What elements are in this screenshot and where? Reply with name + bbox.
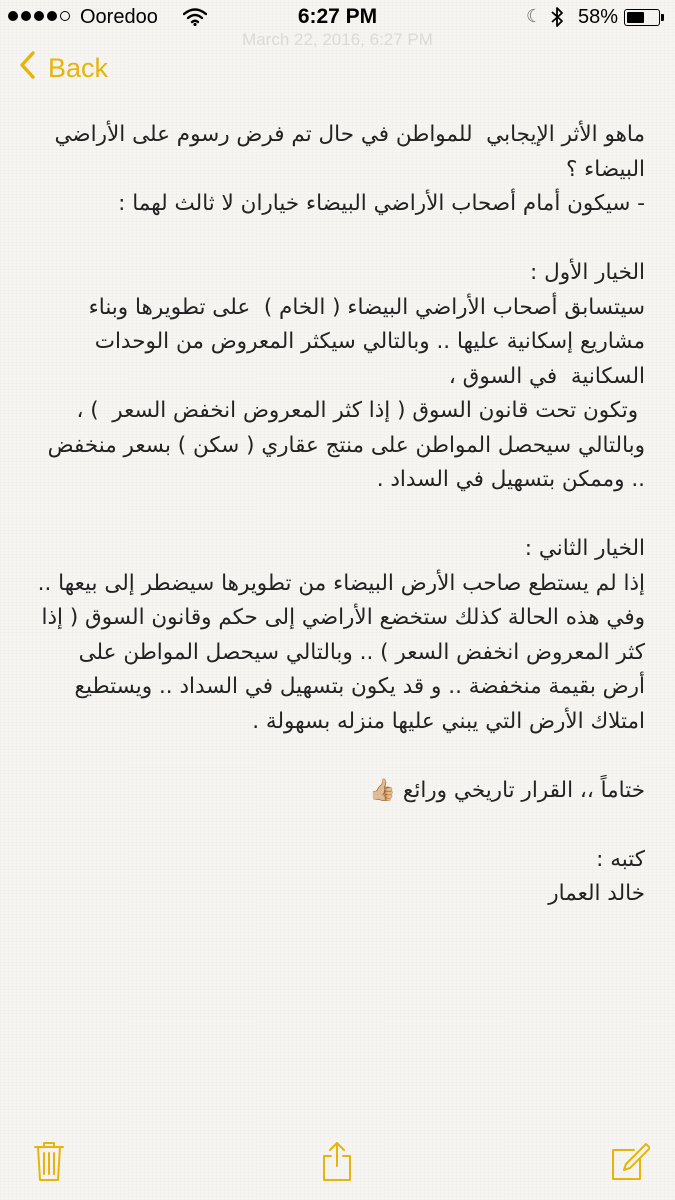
note-date: March 22, 2016, 6:27 PM: [242, 30, 433, 49]
back-label: Back: [48, 53, 109, 83]
trash-icon[interactable]: [32, 1140, 66, 1186]
chevron-left-icon: [18, 50, 36, 87]
battery-level: [627, 12, 644, 23]
do-not-disturb-icon: ☾: [526, 6, 543, 26]
share-icon[interactable]: [320, 1140, 354, 1186]
battery-icon: [624, 9, 660, 26]
note-body[interactable]: ماهو الأثر الإيجابي للمواطن في حال تم فرض رسوم على الأراضي البيضاء ؟ - سيكون أمام أصحاب الأراضي البيضاء خياران لا ثالث لهما : الخيار الأول : سيتسابق أصحاب الأراضي البيضاء ( الخام ) على تطويرها وبناء مشاريع إسكانية عليها .. وبالتالي سيكثر المعروض من الوحدات السكانية في السوق ، وتكون تحت قانون السوق ( إذا كثر المعروض انخفض السعر ) ، وبالتالي سيحصل المواطن على منتج عقاري ( سكن ) بسعر منخفض .. وممكن بتسهيل في السداد . الخيار الثاني : إذا لم يستطع صاحب الأرض البيضاء من تطويرها سيضطر إلى بيعها .. وفي هذه الحالة كذلك ستخضع الأراضي إلى حكم وقانون السوق ( إذا كثر المعروض انخفض السعر ) .. وبالتالي سيحصل المواطن على أرض بقيمة منخفضة .. و قد يكون بتسهيل في السداد .. ويستطيع امتلاك الأرض التي يبني عليها منزله بسهولة . ختاماً ،، القرار تاريخي ورائع 👍🏼 كتبه : خالد العمار: [37, 122, 645, 906]
compose-icon[interactable]: [610, 1140, 650, 1186]
status-time: 6:27 PM: [297, 5, 378, 28]
battery-percentage: 58%: [578, 6, 619, 28]
back-button[interactable]: [18, 50, 108, 87]
battery-tip: [661, 14, 664, 21]
carrier-name: Ooredoo: [80, 6, 158, 28]
